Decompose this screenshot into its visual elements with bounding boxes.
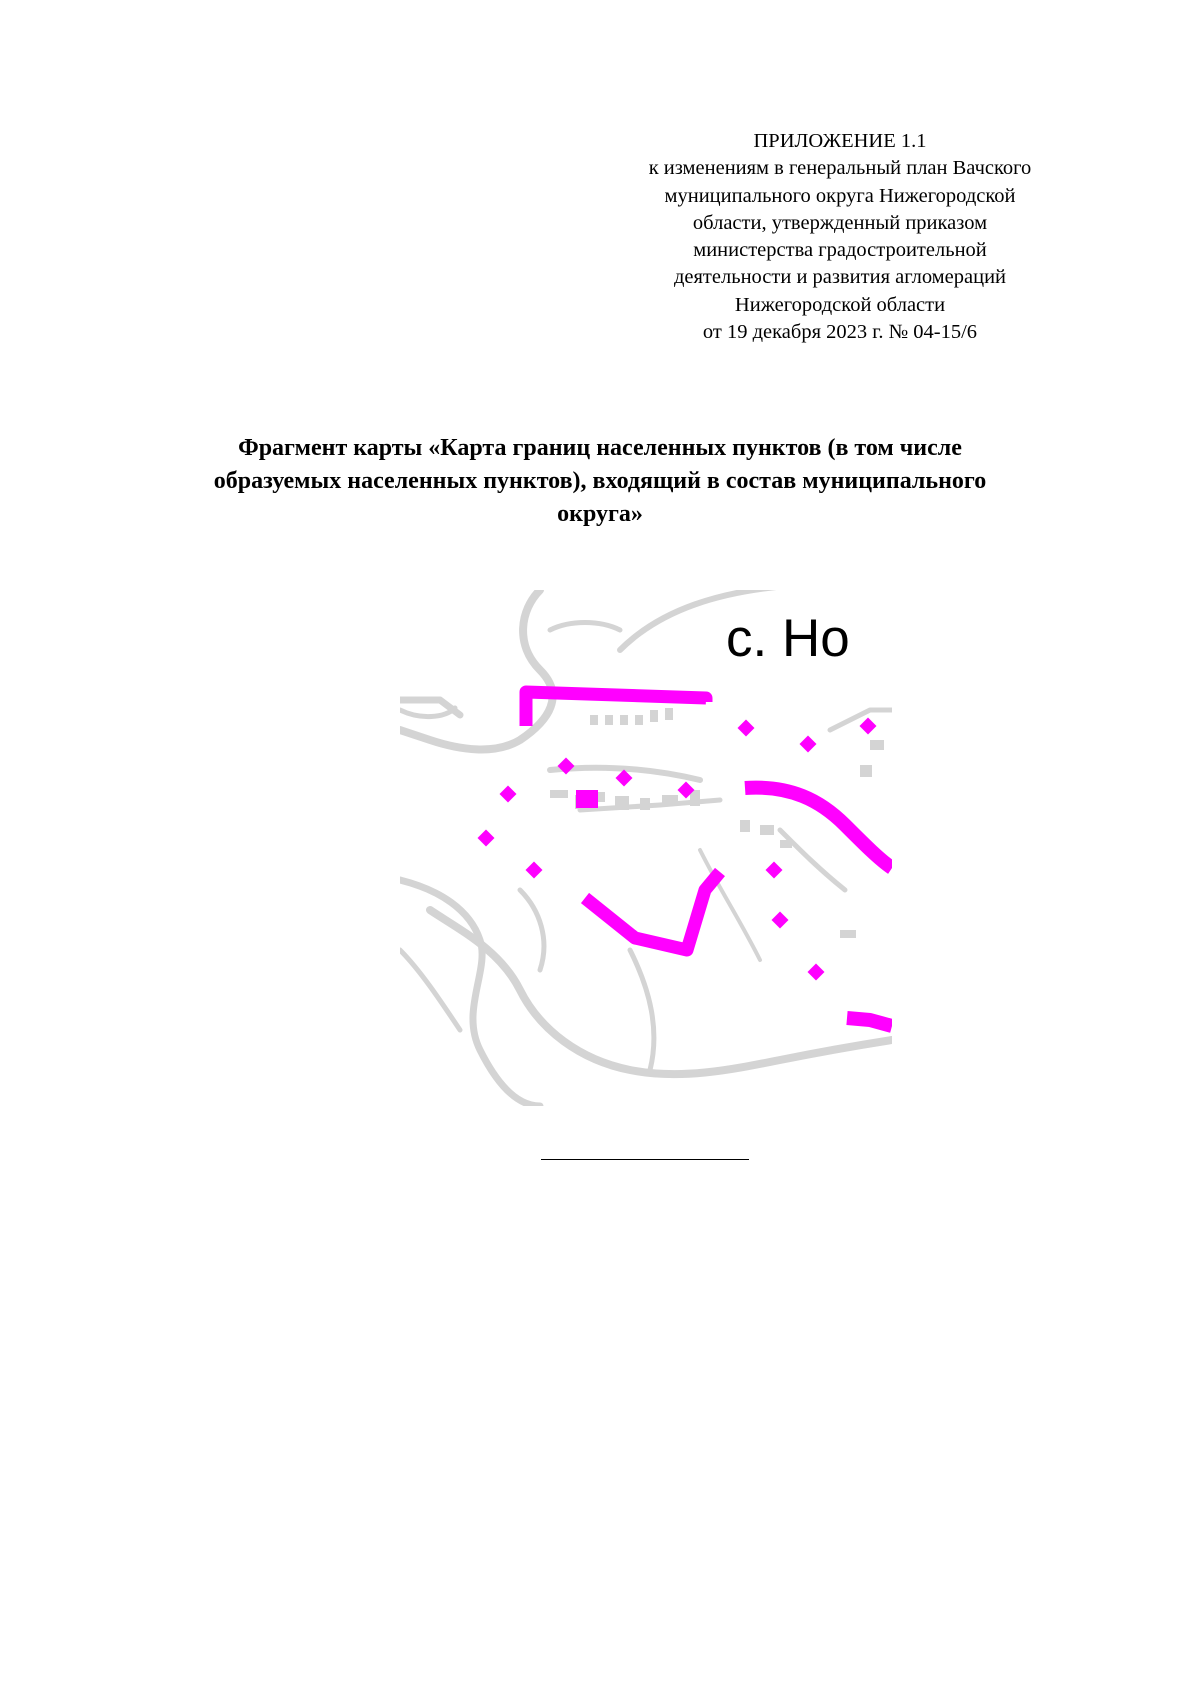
road-line bbox=[630, 950, 654, 1070]
road-line bbox=[700, 850, 760, 960]
boundary-dash bbox=[772, 912, 789, 929]
boundary-dash bbox=[478, 830, 495, 847]
boundary-line bbox=[847, 1018, 892, 1026]
building bbox=[740, 820, 750, 832]
appendix-line: к изменениям в генеральный план Вачского bbox=[648, 157, 1032, 180]
road-line bbox=[430, 910, 892, 1074]
appendix-line: муниципального округа Нижегородской bbox=[664, 184, 1016, 207]
building bbox=[840, 930, 856, 938]
road-line bbox=[780, 830, 845, 890]
building bbox=[635, 715, 643, 725]
building bbox=[860, 765, 872, 777]
appendix-line: от 19 декабря 2023 г. № 04-15/6 bbox=[702, 321, 978, 344]
document-title bbox=[150, 432, 1050, 531]
building bbox=[760, 825, 774, 835]
boundary-dash bbox=[500, 786, 517, 803]
appendix-line: области, утвержденный приказом bbox=[692, 211, 988, 234]
boundary-line bbox=[585, 872, 720, 950]
boundary-dash bbox=[808, 964, 825, 981]
road-line bbox=[550, 623, 620, 631]
boundary-dash bbox=[738, 720, 755, 737]
building bbox=[605, 715, 613, 725]
boundary-dash bbox=[800, 736, 817, 753]
map-canvas bbox=[400, 590, 892, 1106]
building bbox=[650, 710, 658, 722]
settlement-label: с. Но bbox=[726, 609, 850, 668]
appendix-line: ПРИЛОЖЕНИЕ 1.1 bbox=[753, 130, 927, 152]
title-line: Фрагмент карты «Карта границ населенных пунктов (в том числе bbox=[238, 435, 962, 461]
building bbox=[640, 798, 650, 810]
map-fragment bbox=[400, 590, 892, 1106]
boundary-dash bbox=[576, 790, 598, 808]
boundary-dash bbox=[616, 770, 633, 787]
building bbox=[590, 715, 598, 725]
building bbox=[550, 790, 568, 798]
appendix-header bbox=[640, 128, 1040, 346]
boundary-dash bbox=[860, 718, 877, 735]
boundary-dash bbox=[526, 862, 543, 879]
road-line bbox=[520, 890, 544, 970]
appendix-line: деятельности и развития агломераций bbox=[673, 266, 1007, 289]
settlement-boundary bbox=[526, 692, 892, 1026]
road-line bbox=[400, 950, 460, 1030]
closing-rule bbox=[541, 1159, 749, 1160]
building bbox=[780, 840, 792, 848]
title-line: округа» bbox=[557, 501, 643, 527]
building bbox=[665, 708, 673, 720]
appendix-line: Нижегородской области bbox=[734, 293, 946, 316]
building bbox=[615, 796, 629, 810]
title-line: образуемых населенных пунктов), входящий в состав муниципального bbox=[213, 468, 987, 494]
building bbox=[870, 740, 884, 750]
boundary-dash bbox=[766, 862, 783, 879]
building bbox=[662, 795, 678, 803]
appendix-line: министерства градостроительной bbox=[693, 239, 987, 262]
building bbox=[620, 715, 628, 725]
